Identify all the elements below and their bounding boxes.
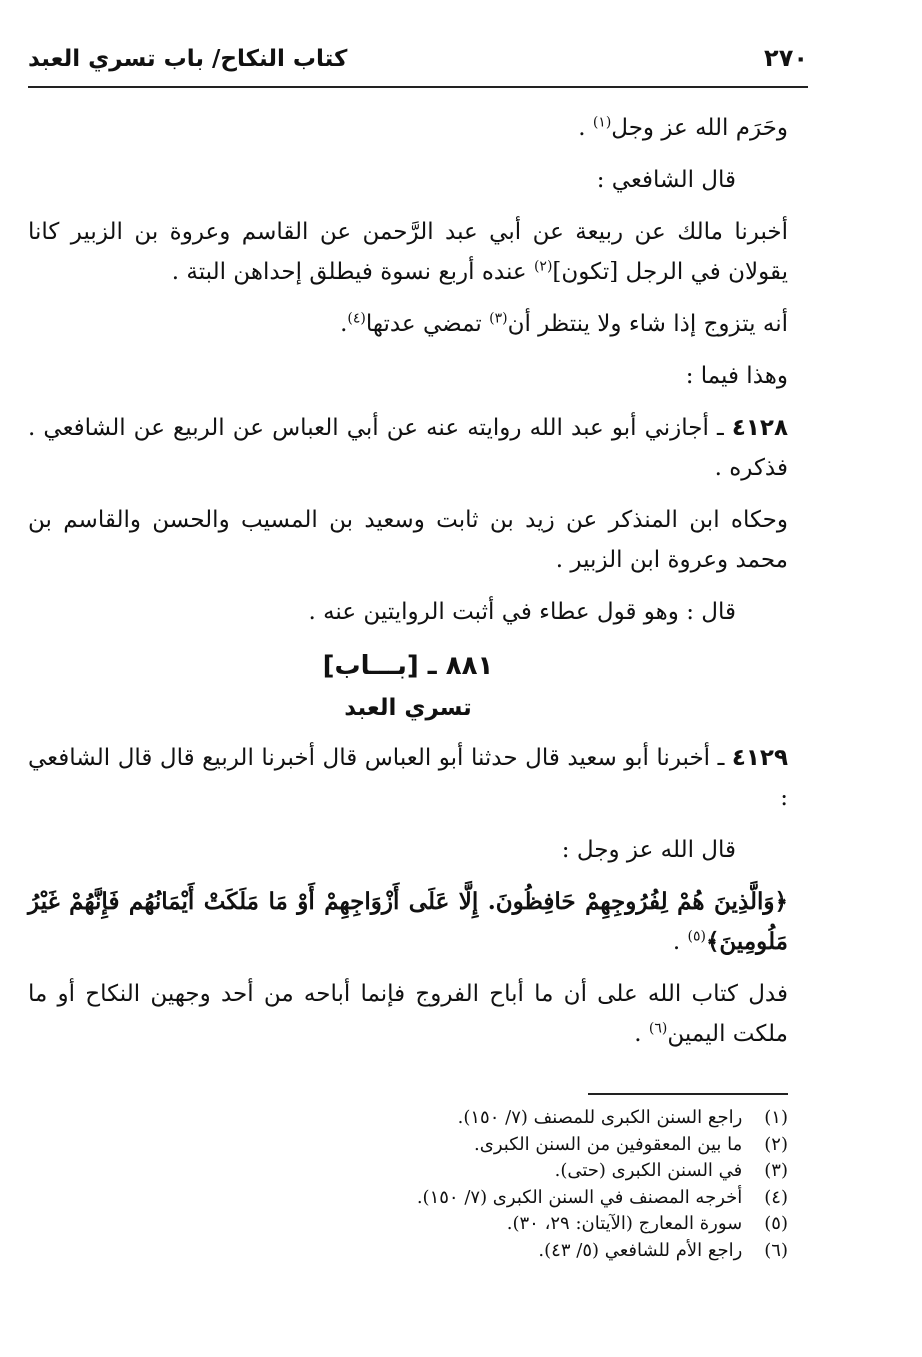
footnote-item — [28, 1132, 788, 1159]
footnote-text: ما بين المعقوفين من السنن الكبرى. — [474, 1133, 743, 1155]
footnote-rule — [588, 1093, 788, 1095]
footnote-text: سورة المعارج (الآيتان: ٢٩، ٣٠). — [506, 1213, 743, 1234]
hadith-number: ٤١٢٩ — [731, 745, 788, 771]
paragraph-5: وهذا فيما : — [685, 363, 788, 389]
paragraph-11 — [28, 974, 788, 1054]
paragraph-10: قال الله عز وجل : — [561, 837, 736, 863]
text-run: تمضي عدتها — [365, 311, 490, 337]
footnotes — [28, 1105, 788, 1264]
hadith-number: ٤١٢٨ — [731, 415, 788, 441]
footnote-number: (٤) — [764, 1186, 788, 1208]
footnote-item — [28, 1211, 788, 1238]
paragraph-8: قال : وهو قول عطاء في أثبت الروايتين عنه . — [308, 599, 736, 625]
footnote-ref: (٤) — [347, 310, 366, 327]
footnote-item — [28, 1105, 788, 1132]
running-header — [0, 40, 808, 84]
hadith-4128 — [28, 408, 788, 488]
paragraph-4 — [28, 304, 788, 344]
paragraph-7: وحكاه ابن المنذكر عن زيد بن ثابت وسعيد بن المسيب والحسن والقاسم بن محمد وعروة ابن الزبير . — [28, 507, 788, 573]
text-run: . — [340, 311, 348, 337]
footnote-text: في السنن الكبرى (حتى). — [554, 1160, 743, 1181]
main-text — [28, 108, 788, 1066]
hadith-4129 — [28, 738, 788, 818]
footnote-ref: (١) — [592, 114, 612, 131]
footnote-number: (٥) — [764, 1213, 788, 1234]
paragraph-3 — [28, 212, 788, 292]
page-number: ٢٧٠ — [764, 44, 808, 72]
text-run: . — [578, 115, 593, 141]
header-rule — [28, 86, 808, 88]
chapter-title: تسري العبد — [344, 695, 472, 721]
footnote-ref: (٣) — [489, 310, 508, 327]
footnote-text: أخرجه المصنف في السنن الكبرى (٧/ ١٥٠). — [416, 1186, 743, 1208]
verse-text: ﴿وَالَّذِينَ هُمْ لِفُرُوجِهِمْ حَافِظُونَ. إِلَّا عَلَى أَزْوَاجِهِمْ أَوْ مَا مَلَكَتْ أَيْمَانُهُم فَإِنَّهُمْ غَيْرُ مَلُومِينَ﴾ — [28, 888, 788, 955]
footnote-ref: (٢) — [533, 258, 553, 275]
footnote-text: راجع السنن الكبرى للمصنف (٧/ ١٥٠). — [457, 1107, 743, 1128]
text-run: أنه يتزوج إذا شاء ولا ينتظر أن — [507, 311, 788, 337]
text-run: ـ أخبرنا أبو سعيد قال حدثنا أبو العباس قال أخبرنا الربيع قال قال الشافعي : — [28, 745, 788, 811]
footnote-ref: (٥) — [687, 928, 706, 945]
text-run: عنده أربع نسوة فيطلق إحداهن البتة . — [171, 259, 534, 285]
text-run: فدل كتاب الله على أن ما أباح الفروج فإنما أباحه من أحد وجهين النكاح أو ما ملكت اليمين — [28, 981, 788, 1047]
chapter-heading: ٨٨١ ـ [بـــاب] — [322, 651, 494, 681]
footnote-text: راجع الأم للشافعي (٥/ ٤٣). — [538, 1239, 743, 1261]
footnote-number: (٢) — [764, 1133, 788, 1155]
footnote-item — [28, 1238, 788, 1265]
footnote-number: (٣) — [764, 1160, 788, 1181]
text-run: ـ أجازني أبو عبد الله روايته عنه عن أبي العباس عن الربيع عن الشافعي . فذكره . — [28, 415, 788, 481]
footnote-number: (٦) — [764, 1239, 788, 1261]
text-run: أخبرنا مالك عن ربيعة عن أبي عبد الرَّحمن عن القاسم وعروة بن الزبير كانا يقولان في الرجل [تكون] — [28, 219, 788, 285]
paragraph-2: قال الشافعي : — [596, 167, 736, 193]
footnote-item — [28, 1158, 788, 1185]
footnote-number: (١) — [764, 1107, 788, 1128]
paragraph-1 — [28, 108, 788, 148]
running-title: كتاب النكاح/ باب تسري العبد — [28, 46, 348, 72]
text-run: وحَرَم الله عز وجل — [611, 115, 788, 141]
footnote-ref: (٦) — [648, 1020, 668, 1037]
footnote-item — [28, 1185, 788, 1212]
text-run: . — [634, 1021, 649, 1047]
text-run: . — [672, 929, 688, 955]
quran-verse — [28, 882, 788, 962]
